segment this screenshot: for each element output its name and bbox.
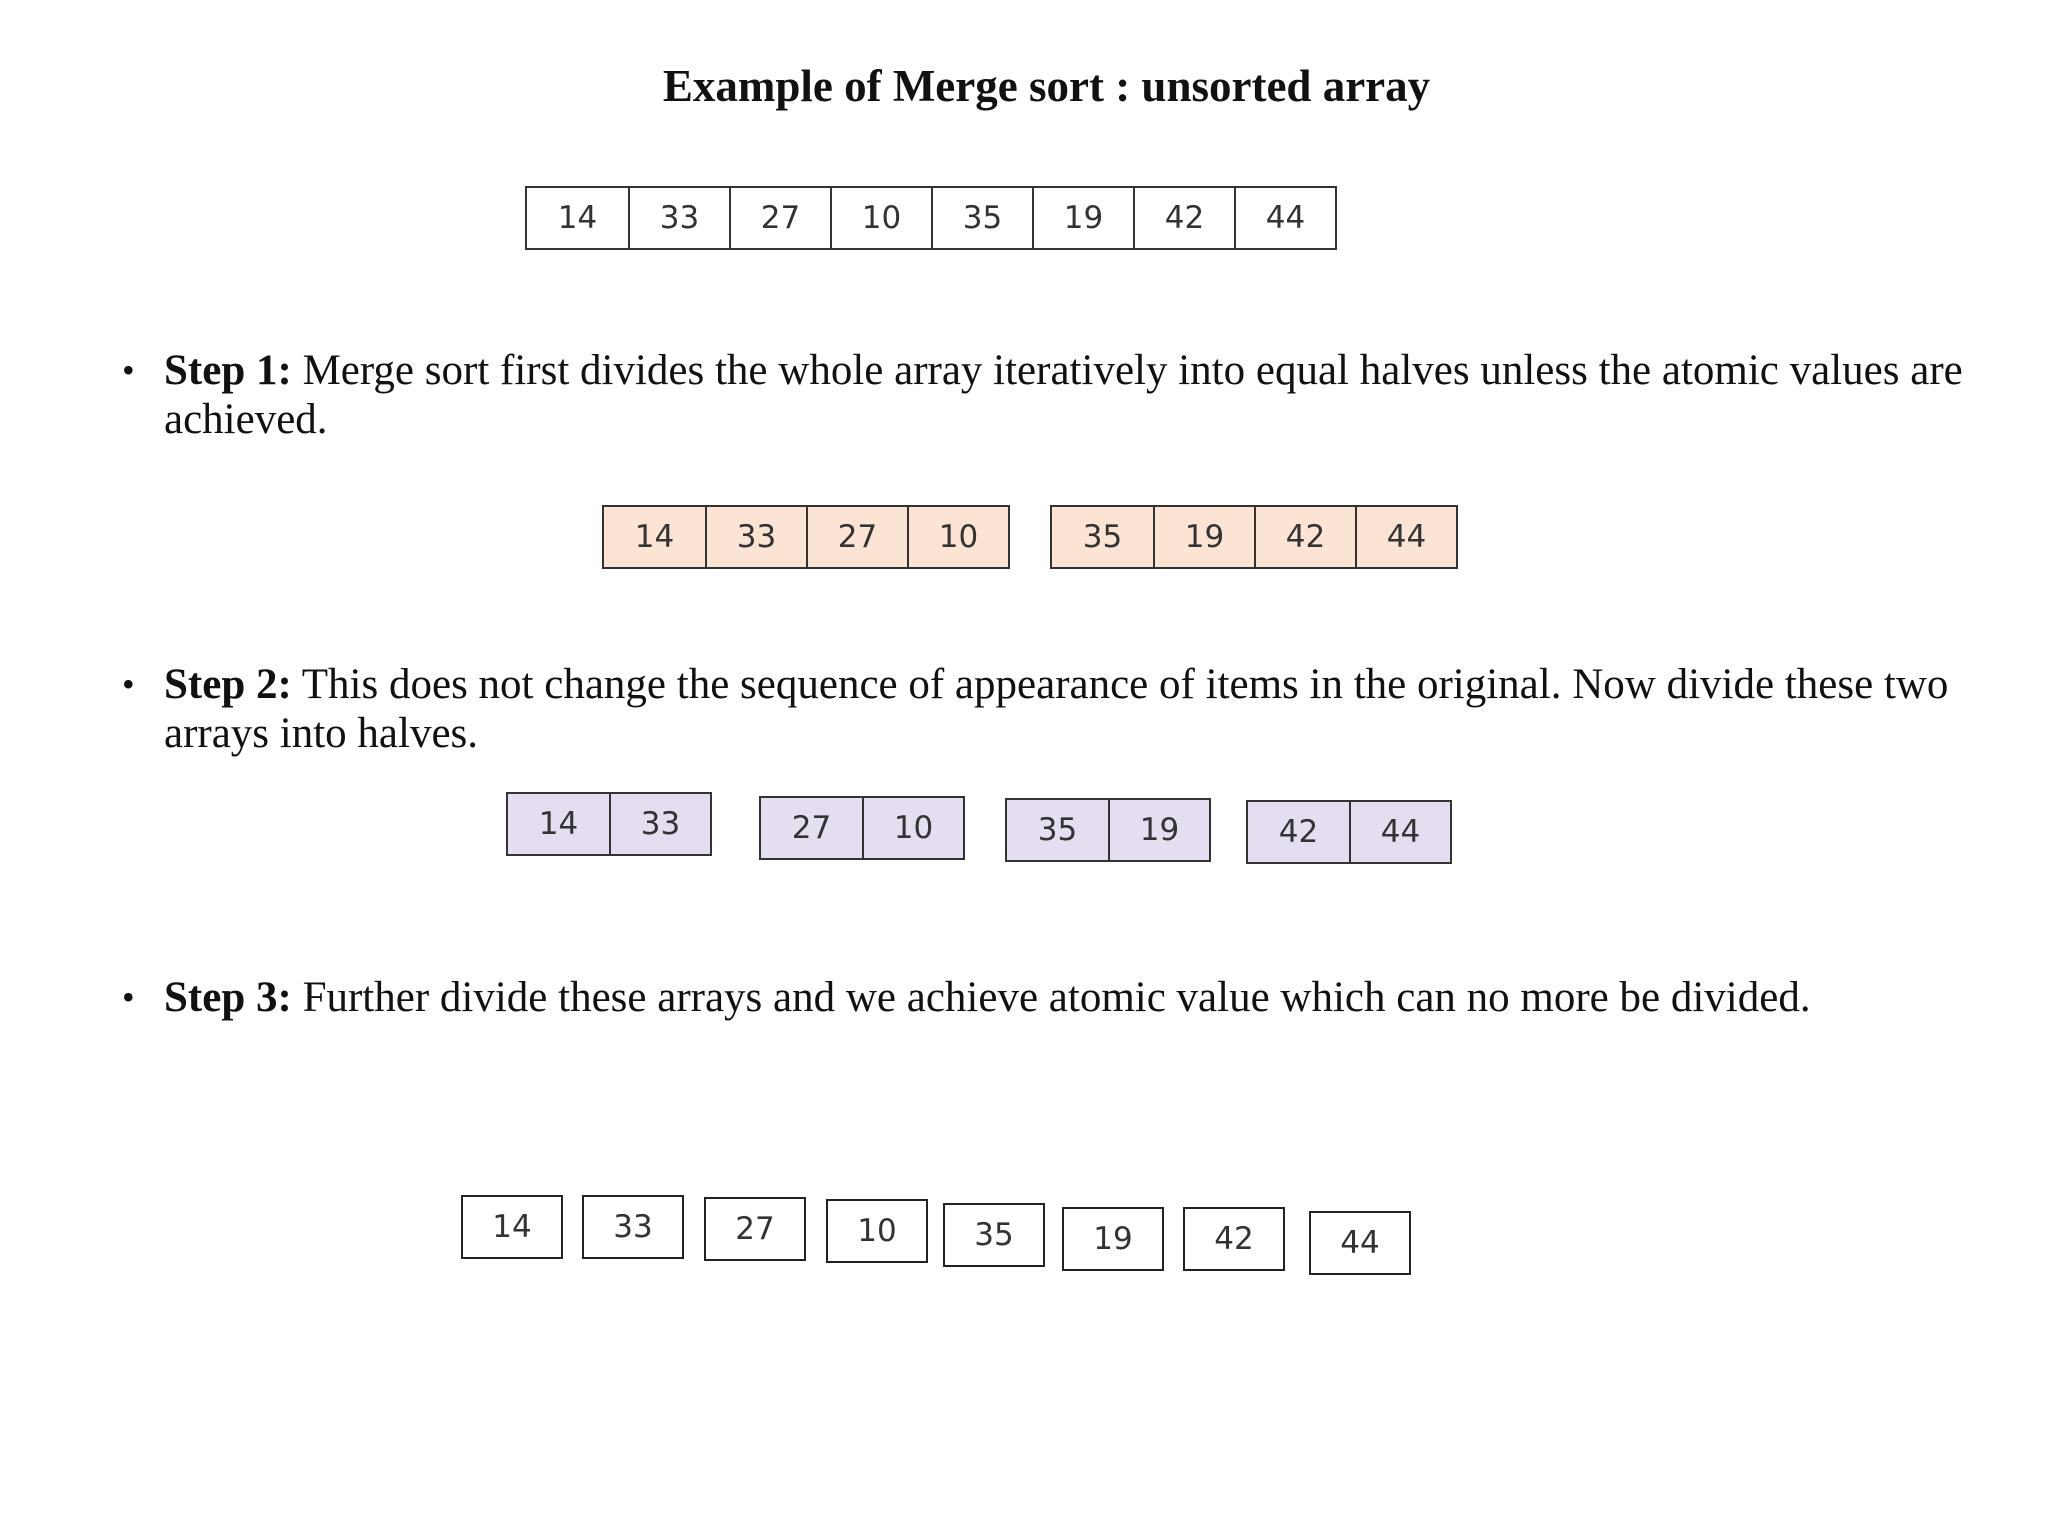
atomic-value: 14 [461, 1195, 563, 1259]
array-cell: 19 [1108, 800, 1209, 860]
atomic-value: 10 [826, 1199, 928, 1263]
array-cell: 35 [931, 188, 1032, 248]
array-cell: 42 [1133, 188, 1234, 248]
array-cell: 42 [1254, 507, 1355, 567]
step-2-description: This does not change the sequence of appearance of items in the original. Now divide these two arrays into halves. [164, 661, 1949, 757]
bullet: • [122, 664, 135, 704]
array-cell: 19 [1153, 507, 1254, 567]
step-3-text [164, 973, 2002, 1022]
slide-title: Example of Merge sort : unsorted array [662, 61, 1431, 111]
left-half-array [602, 505, 1010, 569]
array-cell: 10 [907, 507, 1008, 567]
array-cell: 33 [628, 188, 729, 248]
array-cell: 33 [705, 507, 806, 567]
bullet: • [122, 977, 135, 1017]
array-cell: 14 [508, 794, 609, 854]
array-cell: 44 [1355, 507, 1456, 567]
atomic-value: 19 [1062, 1207, 1164, 1271]
step-2-text [164, 660, 2002, 758]
array-cell: 42 [1248, 802, 1349, 862]
step-2 [122, 660, 2002, 758]
step-1-text [164, 346, 2002, 444]
atomic-value: 33 [582, 1195, 684, 1259]
atomic-value: 44 [1309, 1211, 1411, 1275]
step-2-label: Step 2: [164, 661, 292, 708]
array-cell: 19 [1032, 188, 1133, 248]
array-cell: 44 [1234, 188, 1335, 248]
array-cell: 44 [1349, 802, 1450, 862]
quarter-array [759, 796, 965, 860]
array-cell: 27 [806, 507, 907, 567]
array-cell: 27 [761, 798, 862, 858]
array-cell: 14 [604, 507, 705, 567]
bullet: • [122, 350, 135, 390]
atomic-value: 42 [1183, 1207, 1285, 1271]
atomic-value: 27 [704, 1197, 806, 1261]
right-half-array [1050, 505, 1458, 569]
array-cell: 35 [1007, 800, 1108, 860]
array-cell: 35 [1052, 507, 1153, 567]
array-cell: 27 [729, 188, 830, 248]
array-cell: 10 [830, 188, 931, 248]
array-cell: 10 [862, 798, 963, 858]
array-cell: 33 [609, 794, 710, 854]
step-1-description: Merge sort first divides the whole array iteratively into equal halves unless the atomic values are achieved. [164, 347, 1963, 443]
quarter-array [1005, 798, 1211, 862]
step-3-description: Further divide these arrays and we achieve atomic value which can no more be divided. [291, 974, 1811, 1021]
quarter-array [506, 792, 712, 856]
atomic-value: 35 [943, 1203, 1045, 1267]
step-3-label: Step 3: [164, 974, 292, 1021]
quarter-array [1246, 800, 1452, 864]
step-1-label: Step 1: [164, 347, 292, 394]
unsorted-array [525, 186, 1337, 250]
step-1 [122, 346, 2002, 444]
array-cell: 14 [557, 200, 598, 236]
step-3 [122, 973, 2002, 1022]
